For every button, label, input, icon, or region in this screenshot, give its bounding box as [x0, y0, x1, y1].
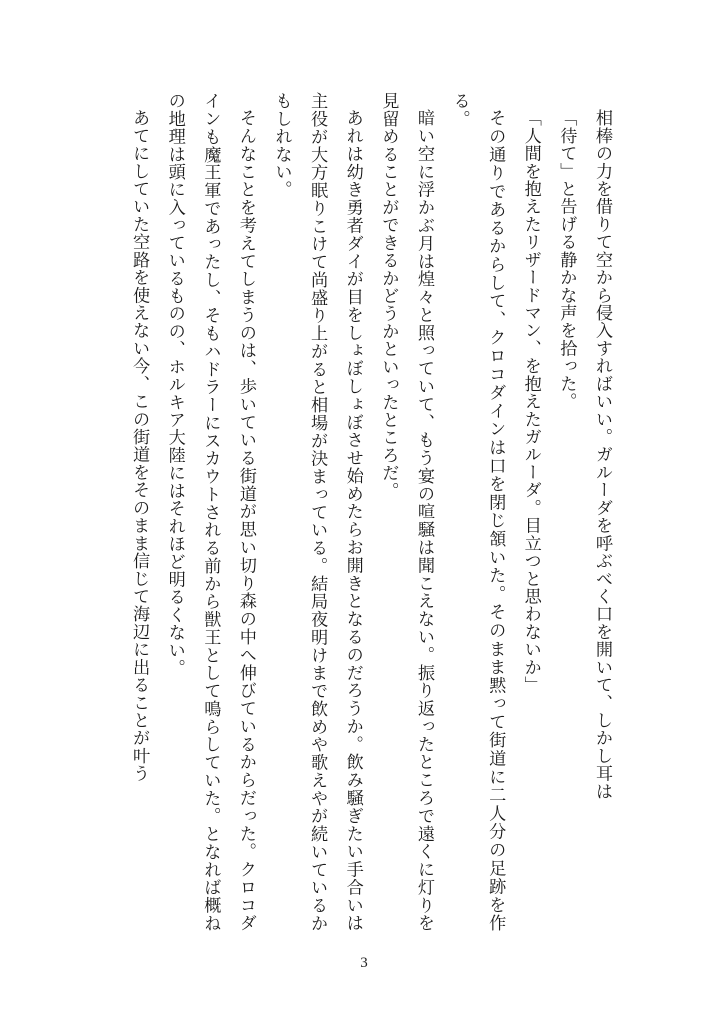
- paragraph: 「待て」と告げる静かな声を拾った。: [557, 109, 577, 411]
- page-number: 3: [360, 955, 368, 971]
- paragraph: 暗い空に浮かぶ月は煌々と照っていて、もう宴の喧騒は聞こえない。振り返ったところで遠くに灯りを見留めることができるかどうかといったところだ。: [379, 92, 434, 932]
- paragraph: 「人間を抱えたリザードマン、を抱えたガルーダ。目立つと思わないか」: [521, 109, 541, 694]
- paragraph: その通りであるからして、クロコダインは口を閉じ頷いた。そのまま黙って街道に二人分の足跡を作る。: [450, 92, 506, 932]
- paragraph: あてにしていた空路を使えない今、この街道をそのまま信じて海辺に出ることが叶う: [130, 109, 150, 783]
- paragraph: そんなことを考えてしまうのは、歩いている街道が思い切り森の中へ伸びているからだった。クロコダインも魔王軍であったし、そもハドラーにスカウトされる前から獣王として鳴らしていた。となれば概ねの地理は頭に入っているものの、ホルキア大陸にはそれほど明るくない。: [165, 92, 256, 932]
- paragraph: 相棒の力を借りて空から侵入すればいい。ガルーダを呼ぶべく口を開いて、しかし耳は: [593, 109, 612, 801]
- vertical-text-body: [104, 92, 620, 932]
- paragraph: あれは幼き勇者ダイが目をしょぼしょぼさせ始めたらお開きとなるのだろうか。飲み騒ぎたい手合いは主役が大方眠りこけて尚盛り上がると相場が決まっている。結局夜明けまで飲めや歌えやが続いているかもしれない。: [272, 92, 363, 932]
